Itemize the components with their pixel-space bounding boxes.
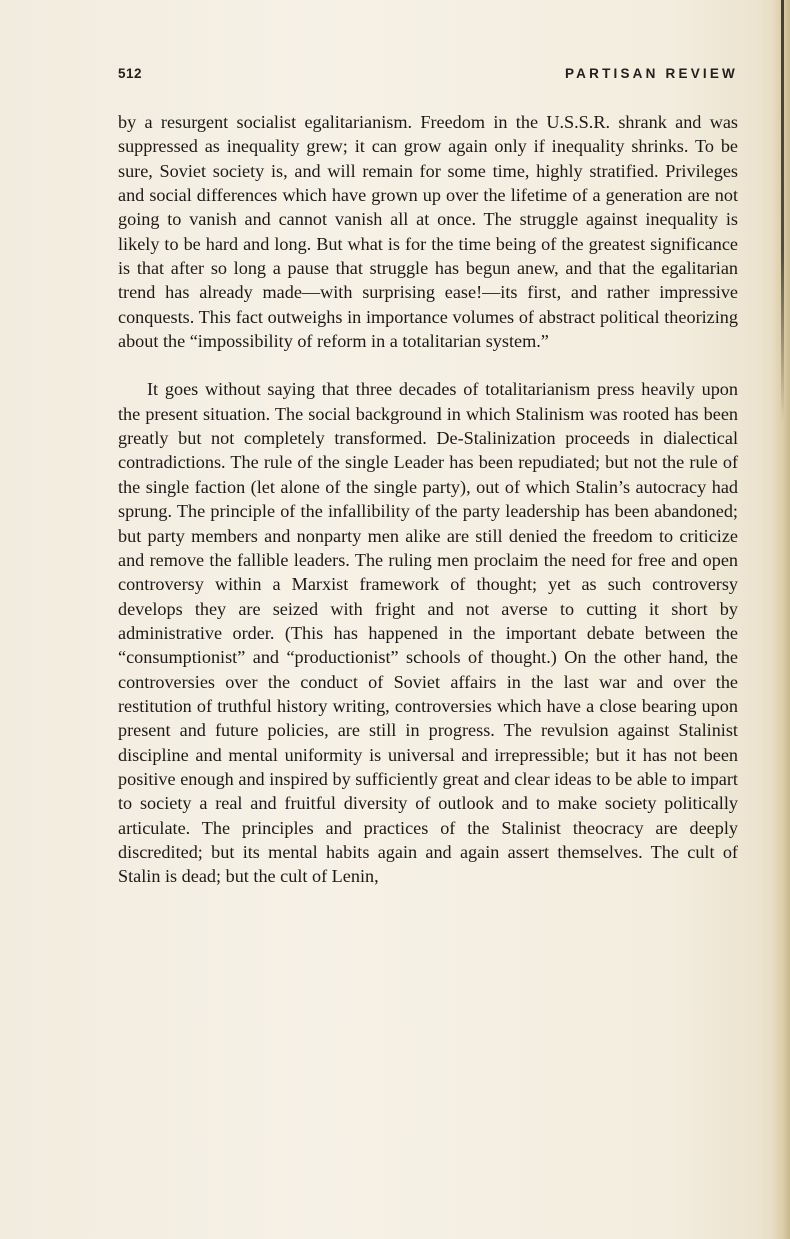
page-number: 512 — [118, 66, 143, 81]
running-head: PARTISAN REVIEW — [564, 66, 738, 81]
page-header — [118, 66, 738, 86]
binding-edge-line — [781, 0, 784, 420]
paragraph-1: by a resurgent socialist egalitarianism. Freedom in the U.S.S.R. shrank and was suppressed as inequality grew; it can grow again only if inequality shrinks. To be sure, Soviet society is, and will remain for some time, highly stratified. Privileges and social differences which have grown up over the lifetime of a generation are not going to vanish and cannot vanish all at once. The struggle against inequality is likely to be hard and long. But what is for the time being of the greatest significance is that after so long a pause that struggle has begun anew, and that the egalitarian trend has already made—with surprising ease!—its first, and rather impressive conquests. This fact outweighs in importance volumes of abstract political theorizing about the “impossibility of reform in a totalitarian system.” — [118, 112, 738, 352]
body-text — [118, 110, 738, 889]
paragraph-2: It goes without saying that three decades of totalitarianism press heavily upon the present situation. The social background in which Stalinism was rooted has been greatly but not completely transformed. De-Stalinization proceeds in dialectical contradictions. The rule of the single Leader has been repudiated; but not the rule of the single faction (let alone of the single party), out of which Stalin’s autocracy had sprung. The principle of the infallibility of the party leadership has been abandoned; but party members and nonparty men alike are still denied the freedom to criticize and remove the fallible leaders. The ruling men proclaim the need for free and open controversy within a Marxist framework of thought; yet as such controversy develops they are seized with fright and not averse to cutting it short by administrative order. (This has happened in the important debate between the “consumptionist” and “productionist” schools of thought.) On the other hand, the controversies over the conduct of Soviet affairs in the last war and over the restitution of truthful history writing, controversies which have a close bearing upon present and future policies, are still in progress. The revulsion against Stalinist discipline and mental uniformity is universal and irrepressible; but it has not been positive enough and inspired by sufficiently great and clear ideas to be able to impart to society a real and fruitful diversity of outlook and to make society politically articulate. The principles and practices of the Stalinist theocracy are deeply discredited; but its mental habits again and again assert themselves. The cult of Stalin is dead; but the cult of Lenin, — [118, 379, 738, 887]
